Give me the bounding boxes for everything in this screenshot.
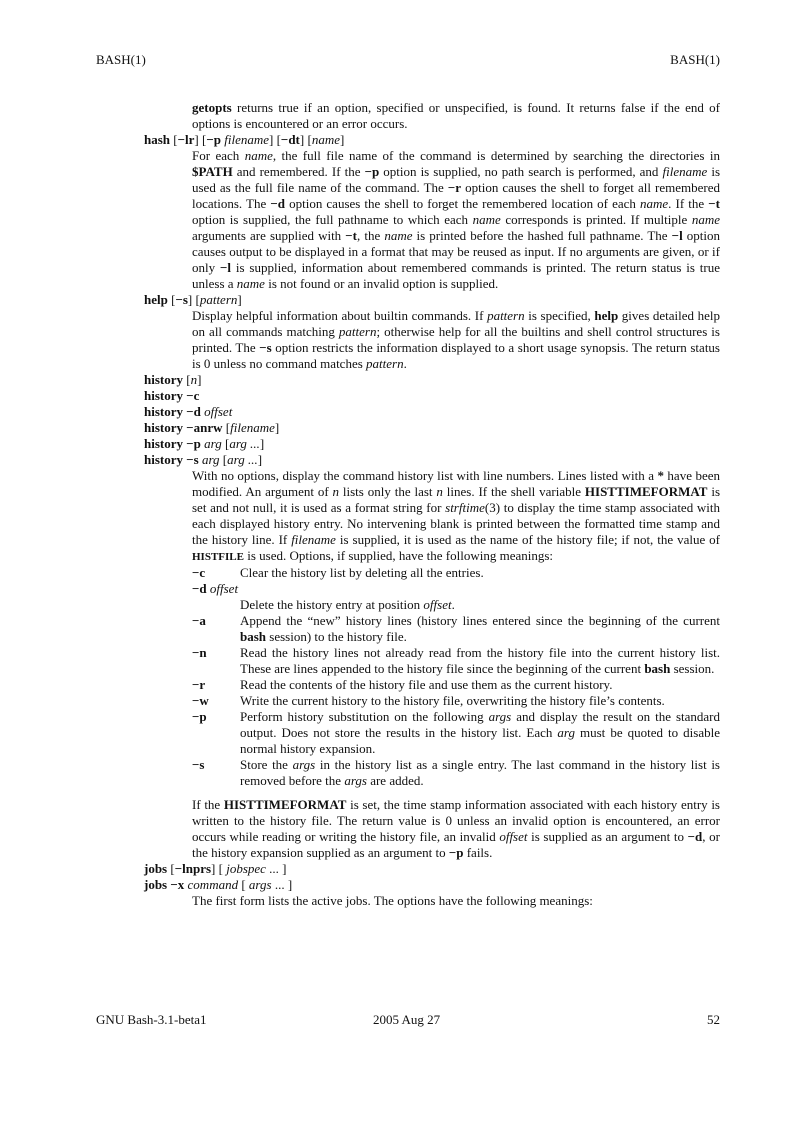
history-synopsis-1: history [n] [144,372,202,387]
footer-version: GNU Bash-3.1-beta1 [96,1012,207,1027]
man-page-body [144,100,720,909]
history-option-a: −a Append the “new” history lines (history lines entered since the beginning of the current bash session) to the history file. [192,613,720,644]
getopts-description: getopts returns true if an option, specified or unspecified, is found. It returns false if the end of options is encountered or an error occurs. [192,100,720,131]
header-left: BASH(1) [96,52,146,67]
history-option-s: −s Store the args in the history list as a single entry. The last command in the history list is removed before the args are added. [192,757,720,788]
history-synopsis-5: history −p arg [arg ...] [144,436,265,451]
history-option-c: −c Clear the history list by deleting all the entries. [192,565,484,580]
hash-description: For each name, the full file name of the command is determined by searching the directories in $PATH and remembered. If the −p option is supplied, no path search is performed, and filename is used as the full file name of the command. The −r option causes the shell to forget all remembered locations. The −d option causes the shell to forget the remembered location of each name. If the −t option is supplied, the full pathname to which each name corresponds is printed. If multiple name arguments are supplied with −t, the name is printed before the hashed full pathname. The −l option causes output to be displayed in a format that may be reused as input. If no arguments are given, or if only −l is supplied, information about remembered commands is printed. The return status is true unless a name is not found or an invalid option is supplied. [192,148,721,291]
jobs-synopsis-2: jobs −x command [ args ... ] [144,877,293,892]
jobs-synopsis-1: jobs [−lnprs] [ jobspec ... ] [144,861,287,876]
jobs-description: The first form lists the active jobs. The options have the following meanings: [192,893,593,908]
history-option-p: −p Perform history substitution on the following args and display the result on the standard output. Does not store the results in the history list. Each arg must be quoted to disable normal history expansion. [192,709,720,756]
page-footer [96,1012,720,1028]
history-synopsis-6: history −s arg [arg ...] [144,452,263,467]
history-synopsis-2: history −c [144,388,200,403]
footer-page-number: 52 [707,1012,720,1027]
footer-date: 2005 Aug 27 [373,1012,441,1027]
history-option-w: −w Write the current history to the history file, overwriting the history file’s contents. [192,693,665,708]
help-synopsis: help [−s] [pattern] [144,292,242,307]
history-option-n: −n Read the history lines not already read from the history file into the current history list. These are lines appended to the history file since the beginning of the current bash session. [192,645,720,676]
header-right: BASH(1) [670,52,720,67]
page-header [96,52,720,68]
history-synopsis-4: history −anrw [filename] [144,420,280,435]
history-return-status: If the HISTTIMEFORMAT is set, the time stamp information associated with each history entry is written to the history file. The return value is 0 unless an invalid option is encountered, an error occurs while reading or writing the history file, an invalid offset is supplied as an argument to −d, or the history expansion supplied as an argument to −p fails. [192,797,720,860]
history-option-d: −d offset Delete the history entry at position offset. [192,581,455,612]
hash-synopsis: hash [−lr] [−p filename] [−dt] [name] [144,132,345,147]
help-description: Display helpful information about builtin commands. If pattern is specified, help gives detailed help on all commands matching pattern; otherwise help for all the builtins and shell control structures is printed. The −s option restricts the information displayed to a short usage synopsis. The return status is 0 unless no command matches pattern. [192,308,721,371]
history-synopsis-3: history −d offset [144,404,233,419]
history-description: With no options, display the command history list with line numbers. Lines listed with a * have been modified. An argument of n lists only the last n lines. If the shell variable HISTTIMEFORMAT is set and not null, it is used as a format string for strftime(3) to display the time stamp associated with each displayed history entry. No intervening blank is printed between the formatted time stamp and the history line. If filename is supplied, it is used as the name of the history file; if not, the value of HISTFILE is used. Options, if supplied, have the following meanings: [192,468,721,563]
history-option-r: −r Read the contents of the history file and use them as the current history. [192,677,613,692]
